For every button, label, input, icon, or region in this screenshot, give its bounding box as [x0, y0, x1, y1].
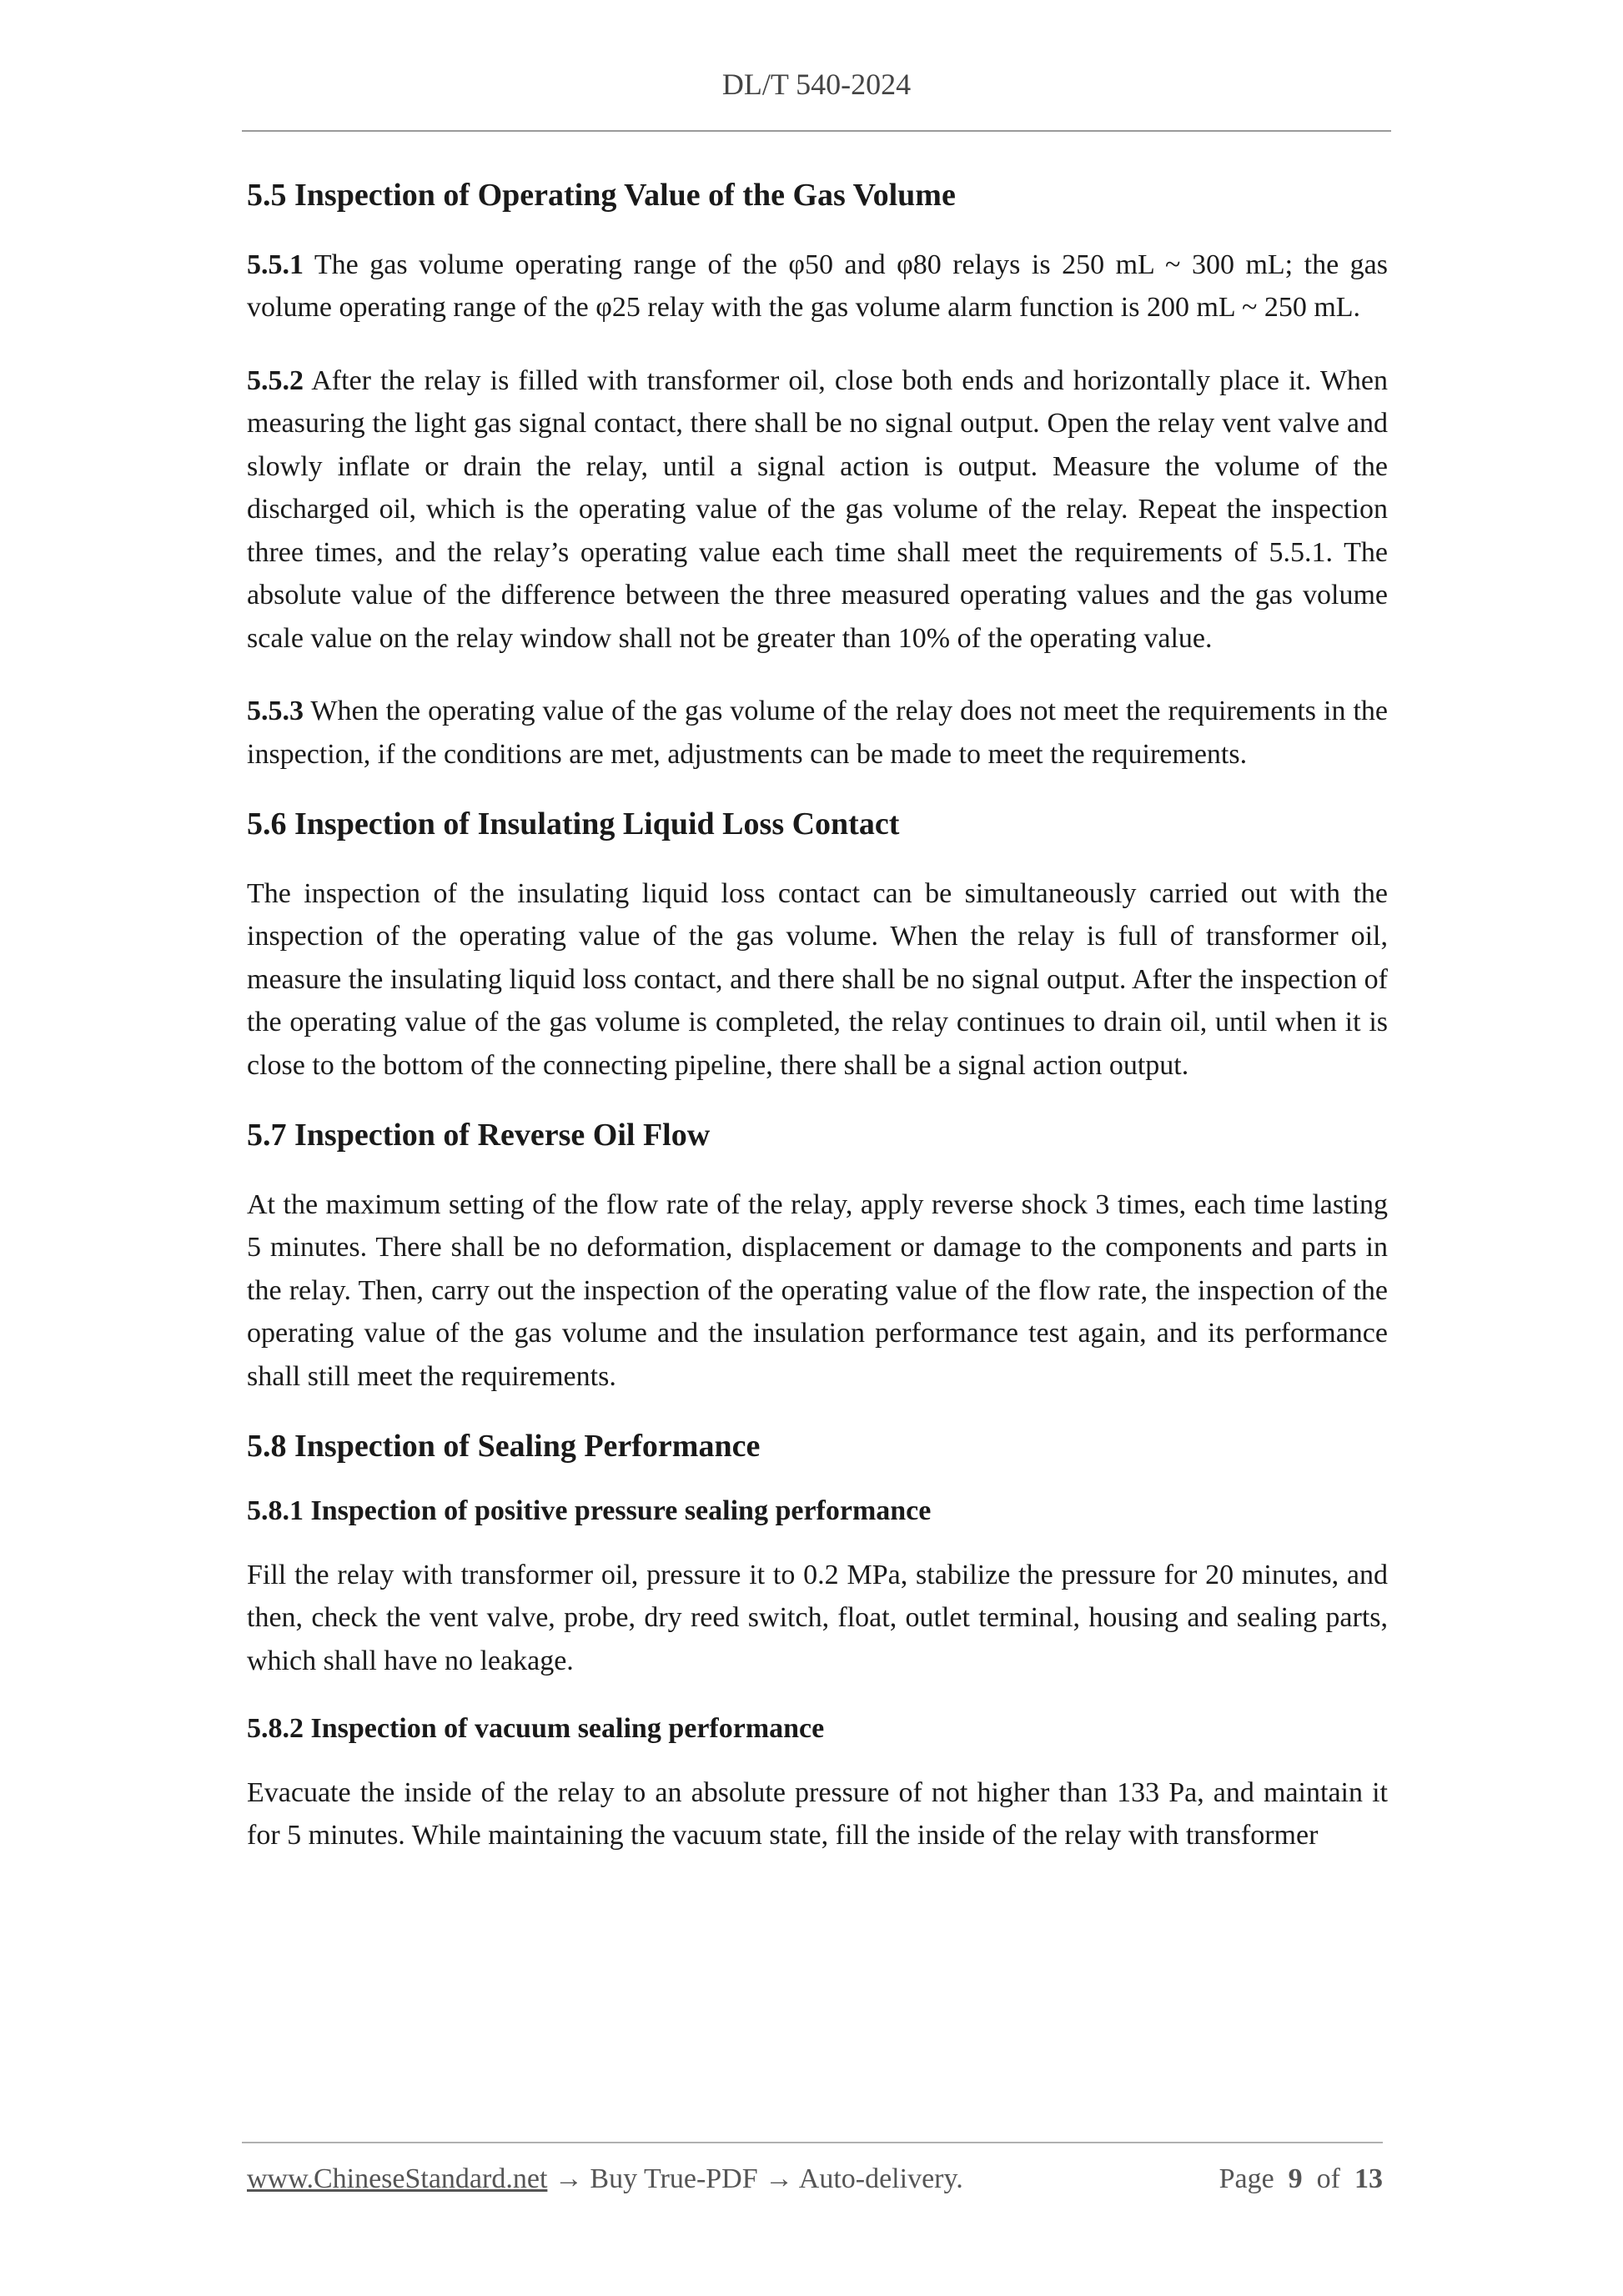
page-label: Page [1219, 2163, 1274, 2194]
clause-number: 5.5.1 [247, 249, 304, 280]
page-content [247, 177, 1388, 1887]
arrow-icon: → [765, 2163, 794, 2194]
delivery-text: Auto-delivery. [798, 2163, 963, 2194]
section-text-5-6: The inspection of the insulating liquid loss contact can be simultaneously carried out with the inspection of the operating value of the gas volume. When the relay is full of transformer oil, measure the insulating liquid loss contact, and there shall be no signal output. After the inspection of the operating value of the gas volume is completed, the relay continues to drain oil, until when it is close to the bottom of the connecting pipeline, there shall be a signal action output. [247, 877, 1388, 1081]
subsection-text-5-8-1: Fill the relay with transformer oil, pressure it to 0.2 MPa, stabilize the pressure for 20 minutes, and then, check the vent valve, probe, dry reed switch, float, outlet terminal, housing and sealing parts, which shall have no leakage. [247, 1559, 1388, 1676]
section-text-5-7: At the maximum setting of the flow rate of the relay, apply reverse shock 3 times, each time lasting 5 minutes. There shall be no deformation, displacement or damage to the components and parts in the relay. Then, carry out the inspection of the operating value of the flow rate, the inspection of the operating value of the gas volume and the insulation performance test again, and its performance shall still meet the requirements. [247, 1188, 1388, 1392]
clause-number: 5.5.2 [247, 364, 304, 396]
document-header: DL/T 540-2024 [721, 68, 912, 101]
total-pages: 13 [1354, 2163, 1383, 2194]
clause-text: The gas volume operating range of the φ50 and φ80 relays is 250 mL ~ 300 mL; the gas volume operating range of the φ25 relay with the gas volume alarm function is 200 mL ~ 250 mL. [247, 249, 1388, 324]
header-divider [242, 130, 1391, 132]
buy-text: Buy True-PDF [590, 2163, 758, 2194]
section-heading-5-5: 5.5 Inspection of Operating Value of the Gas Volume [247, 178, 956, 213]
clause-5-5-2 [247, 359, 1388, 661]
section-heading-5-6: 5.6 Inspection of Insulating Liquid Loss Contact [247, 806, 900, 842]
page-indicator [1219, 2163, 1383, 2195]
subsection-text-5-8-2: Evacuate the inside of the relay to an absolute pressure of not higher than 133 Pa, and maintain it for 5 minutes. While maintaining the vacuum state, fill the inside of the relay with transformer [247, 1776, 1388, 1851]
clause-5-5-1 [247, 244, 1388, 329]
clause-5-5-3 [247, 690, 1388, 776]
clause-text: After the relay is filled with transformer oil, close both ends and horizontally place it. When measuring the light gas signal contact, there shall be no signal output. Open the relay vent valve and slowly inflate or drain the relay, until a signal action is output. Measure the volume of the discharged oil, which is the operating value of the gas volume of the relay. Repeat the inspection three times, and the relay’s operating value each time shall meet the requirements of 5.5.1. The absolute value of the difference between the three measured operating values and the gas volume scale value on the relay window shall not be greater than 10% of the operating value. [247, 364, 1389, 654]
subsection-heading-5-8-2: 5.8.2 Inspection of vacuum sealing performance [247, 1713, 825, 1745]
of-label: of [1316, 2163, 1340, 2194]
section-heading-5-7: 5.7 Inspection of Reverse Oil Flow [247, 1118, 711, 1153]
clause-text: When the operating value of the gas volume of the relay does not meet the requirements in the inspection, if the conditions are met, adjustments can be made to meet the requirements. [247, 696, 1388, 770]
clause-number: 5.5.3 [247, 696, 304, 727]
arrow-icon: → [554, 2163, 583, 2194]
footer-divider [242, 2142, 1383, 2143]
subsection-heading-5-8-1: 5.8.1 Inspection of positive pressure sealing performance [247, 1495, 932, 1526]
section-heading-5-8: 5.8 Inspection of Sealing Performance [247, 1429, 761, 1465]
page-number: 9 [1288, 2163, 1303, 2194]
footer-promo [247, 2163, 963, 2195]
website-link[interactable]: www.ChineseStandard.net [247, 2163, 548, 2194]
